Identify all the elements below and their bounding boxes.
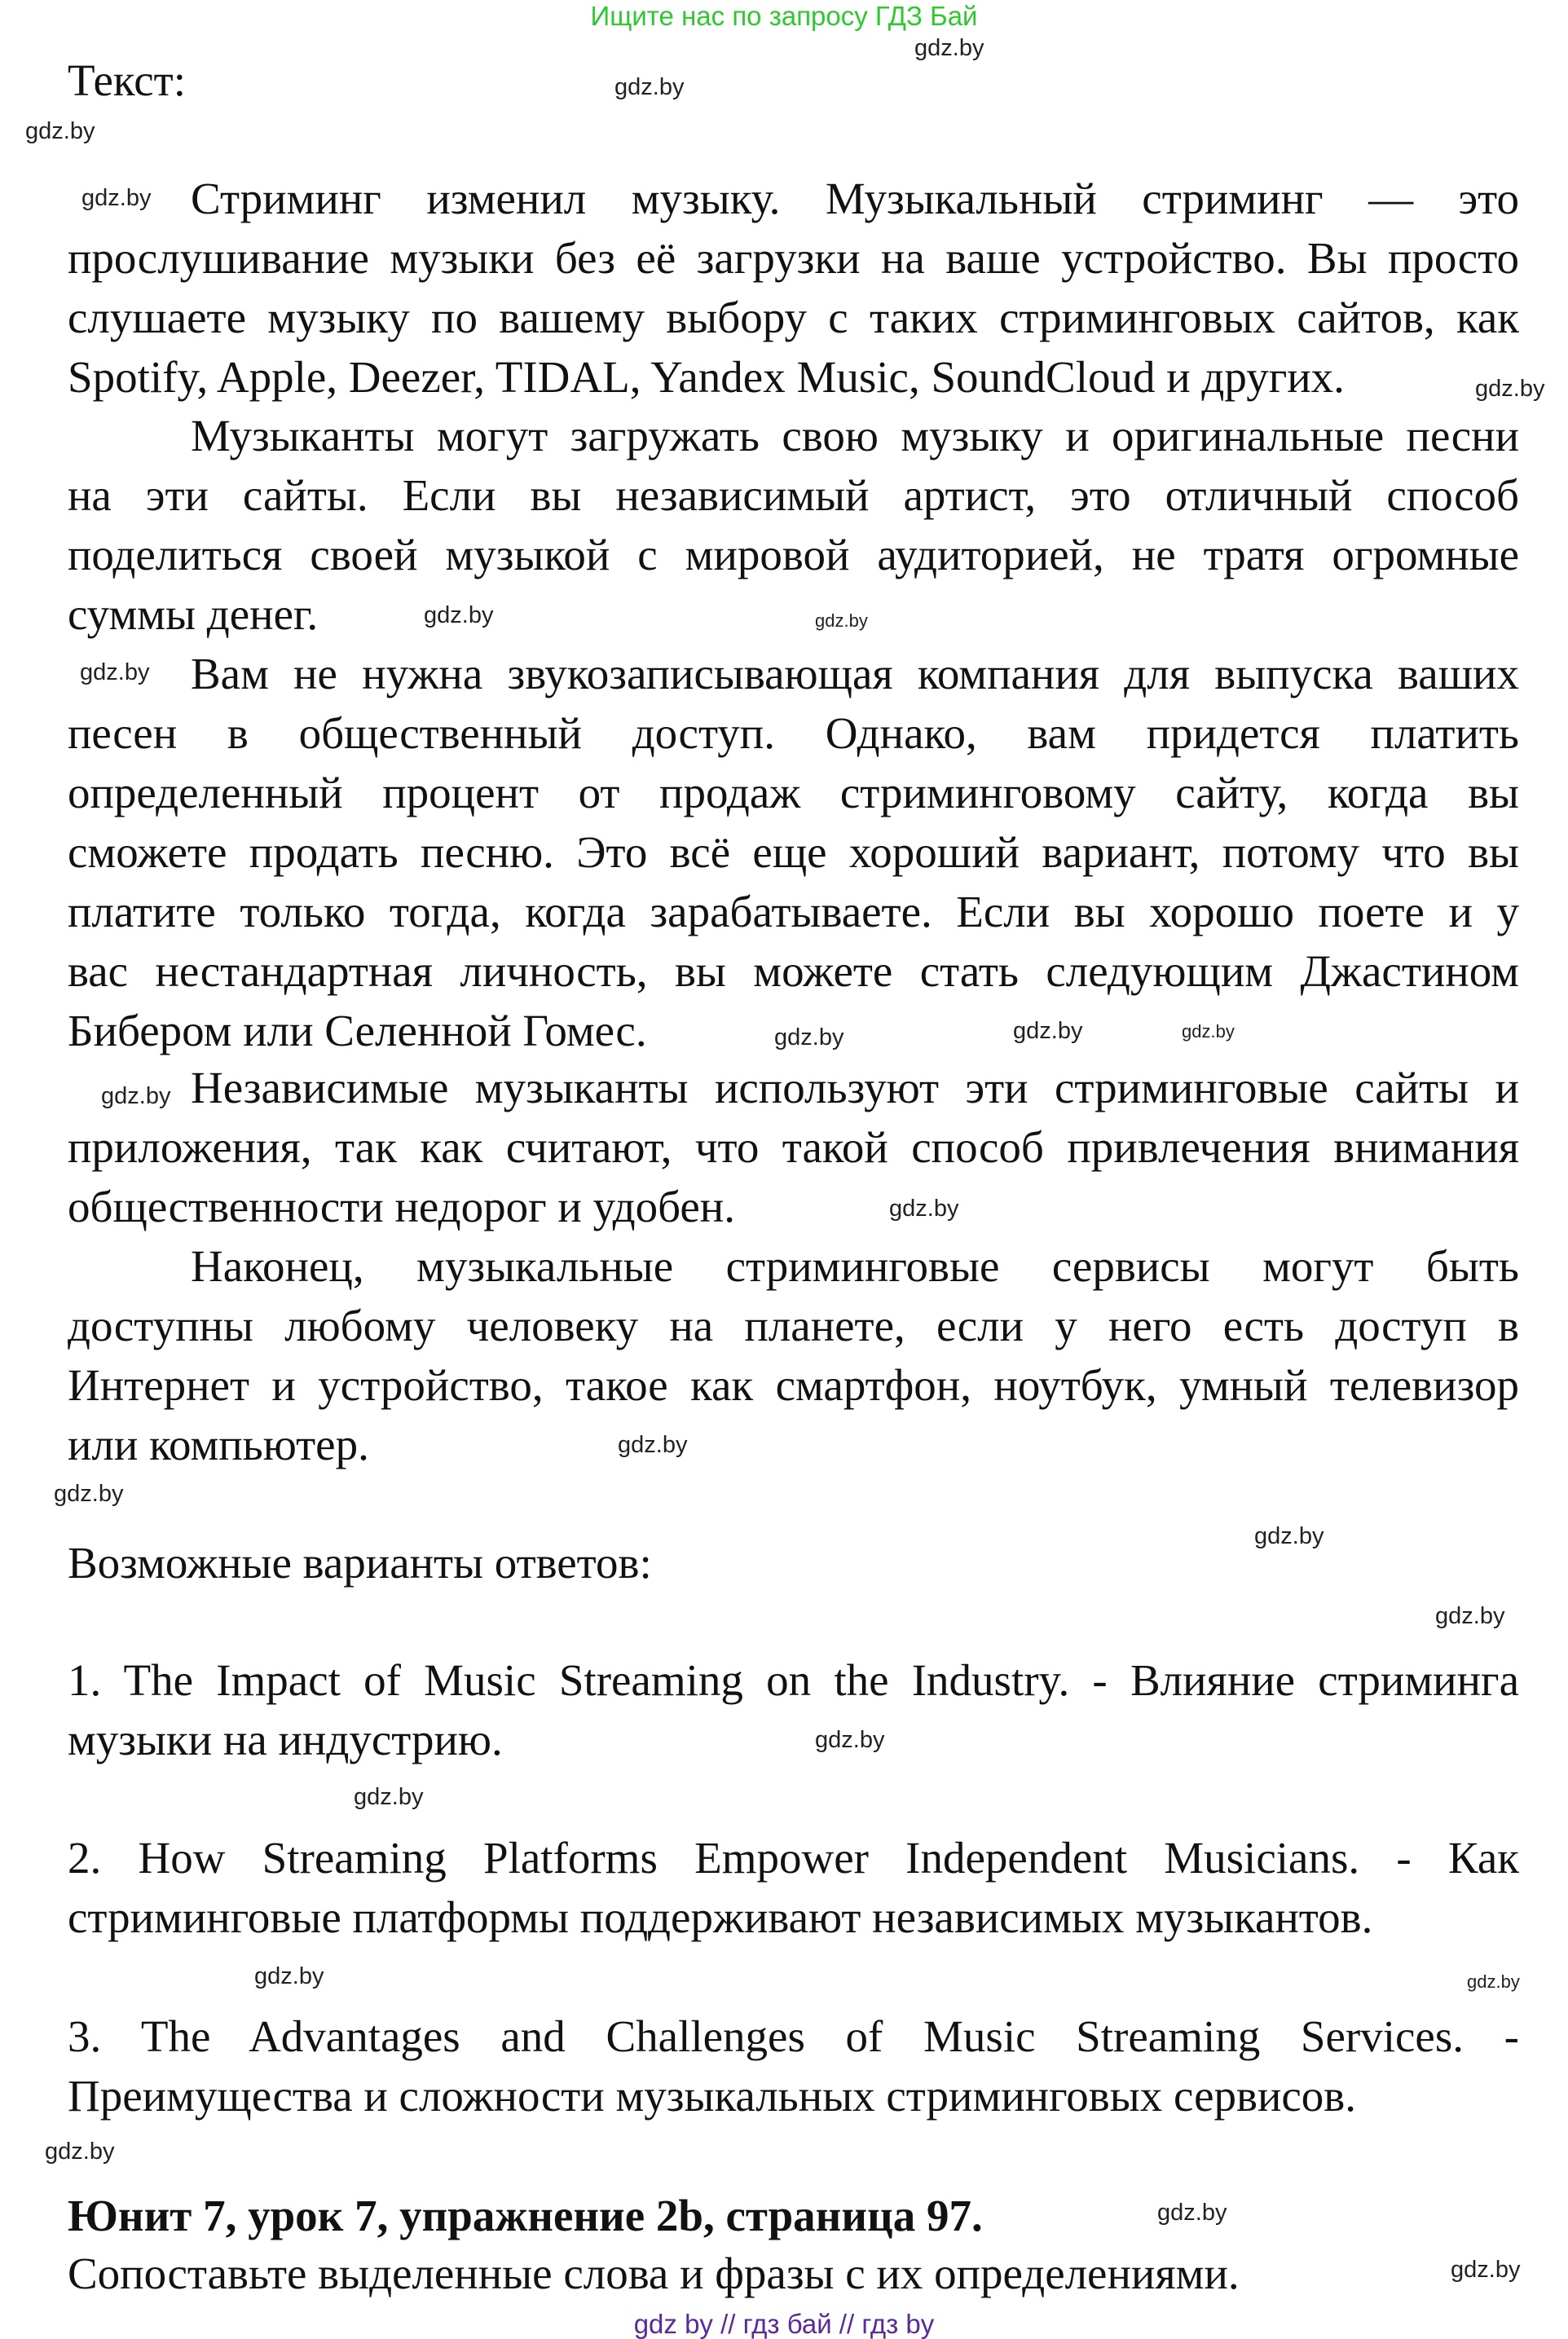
top-banner[interactable]: Ищите нас по запросу ГДЗ Бай [590,1,978,31]
watermark: gdz.by [1157,2200,1227,2226]
answer-1: 1. The Impact of Music Streaming on the Industry. - Влияние стриминга музыки на индустрию. [68,1655,1519,1764]
watermark: gdz.by [54,1481,124,1507]
watermark: gdz.by [424,602,494,628]
paragraph-1: Стриминг изменил музыку. Музыкальный стриминг — это прослушивание музыки без её загрузки на ваше устройство. Вы просто слушаете музыку по вашему выбору с таких стриминговых сайтов, как Spotify, Apple, Deezer, TIDAL, Yandex Music, SoundCloud и других. [68,174,1519,402]
watermark: gdz.by [914,35,984,61]
paragraph-2: Музыканты могут загружать свою музыку и оригинальные песни на эти сайты. Если вы независимый артист, это отличный способ поделиться своей музыкой с мировой аудиторией, не тратя огромные суммы денег. [68,411,1519,639]
watermark: gdz.by [889,1196,959,1222]
watermark: gdz.by [80,659,150,685]
watermark: gdz.by [774,1024,844,1051]
watermark: gdz.by [1475,376,1545,402]
bottom-banner[interactable]: gdz by // гдз бай // гдз by [633,2309,935,2339]
exercise-instruction: Сопоставьте выделенные слова и фразы с их определениями. [68,2249,1240,2298]
watermark: gdz.by [815,610,868,631]
answers-label: Возможные варианты ответов: [68,1538,652,1588]
watermark: gdz.by [1435,1603,1505,1629]
watermark: gdz.by [1013,1018,1083,1044]
answer-3: 3. The Advantages and Challenges of Music Streaming Services. - Преимущества и сложности музыкальных стриминговых сервисов. [68,2011,1519,2121]
watermark: gdz.by [354,1784,424,1810]
watermark: gdz.by [101,1083,171,1109]
answer-2: 2. How Streaming Platforms Empower Independent Musicians. - Как стриминговые платформы поддерживают независимых музыкантов. [68,1833,1519,1942]
watermark: gdz.by [1182,1021,1235,1042]
watermark: gdz.by [614,74,685,100]
watermark: gdz.by [618,1432,688,1458]
watermark: gdz.by [81,185,152,211]
paragraph-4: Независимые музыканты используют эти стриминговые сайты и приложения, так как считают, что такой способ привлечения внимания общественности недорог и удобен. [68,1063,1519,1231]
paragraph-3: Вам не нужна звукозаписывающая компания для выпуска ваших песен в общественный доступ. Однако, вам придется платить определенный процент от продаж стриминговому сайту, когда вы сможете продать песню. Это всё еще хороший вариант, потому что вы платите только тогда, когда зарабатываете. Если вы хорошо поете и у вас нестандартная личность, вы можете стать следующим Джастином Бибером или Селенной Гомес. [68,649,1519,1055]
watermark: gdz.by [1451,2257,1521,2283]
watermark: gdz.by [1467,1971,1520,1992]
watermark: gdz.by [25,118,95,144]
paragraph-5: Наконец, музыкальные стриминговые сервисы могут быть доступны любому человеку на планете, если у него есть доступ в Интернет и устройство, такое как смартфон, ноутбук, умный телевизор или компьютер. [68,1241,1519,1469]
watermark: gdz.by [1254,1523,1324,1549]
watermark: gdz.by [815,1727,885,1753]
watermark: gdz.by [45,2139,115,2165]
exercise-heading: Юнит 7, урок 7, упражнение 2b, страница 97. [68,2191,983,2240]
watermark: gdz.by [254,1963,324,1989]
text-label: Текст: [68,55,186,105]
